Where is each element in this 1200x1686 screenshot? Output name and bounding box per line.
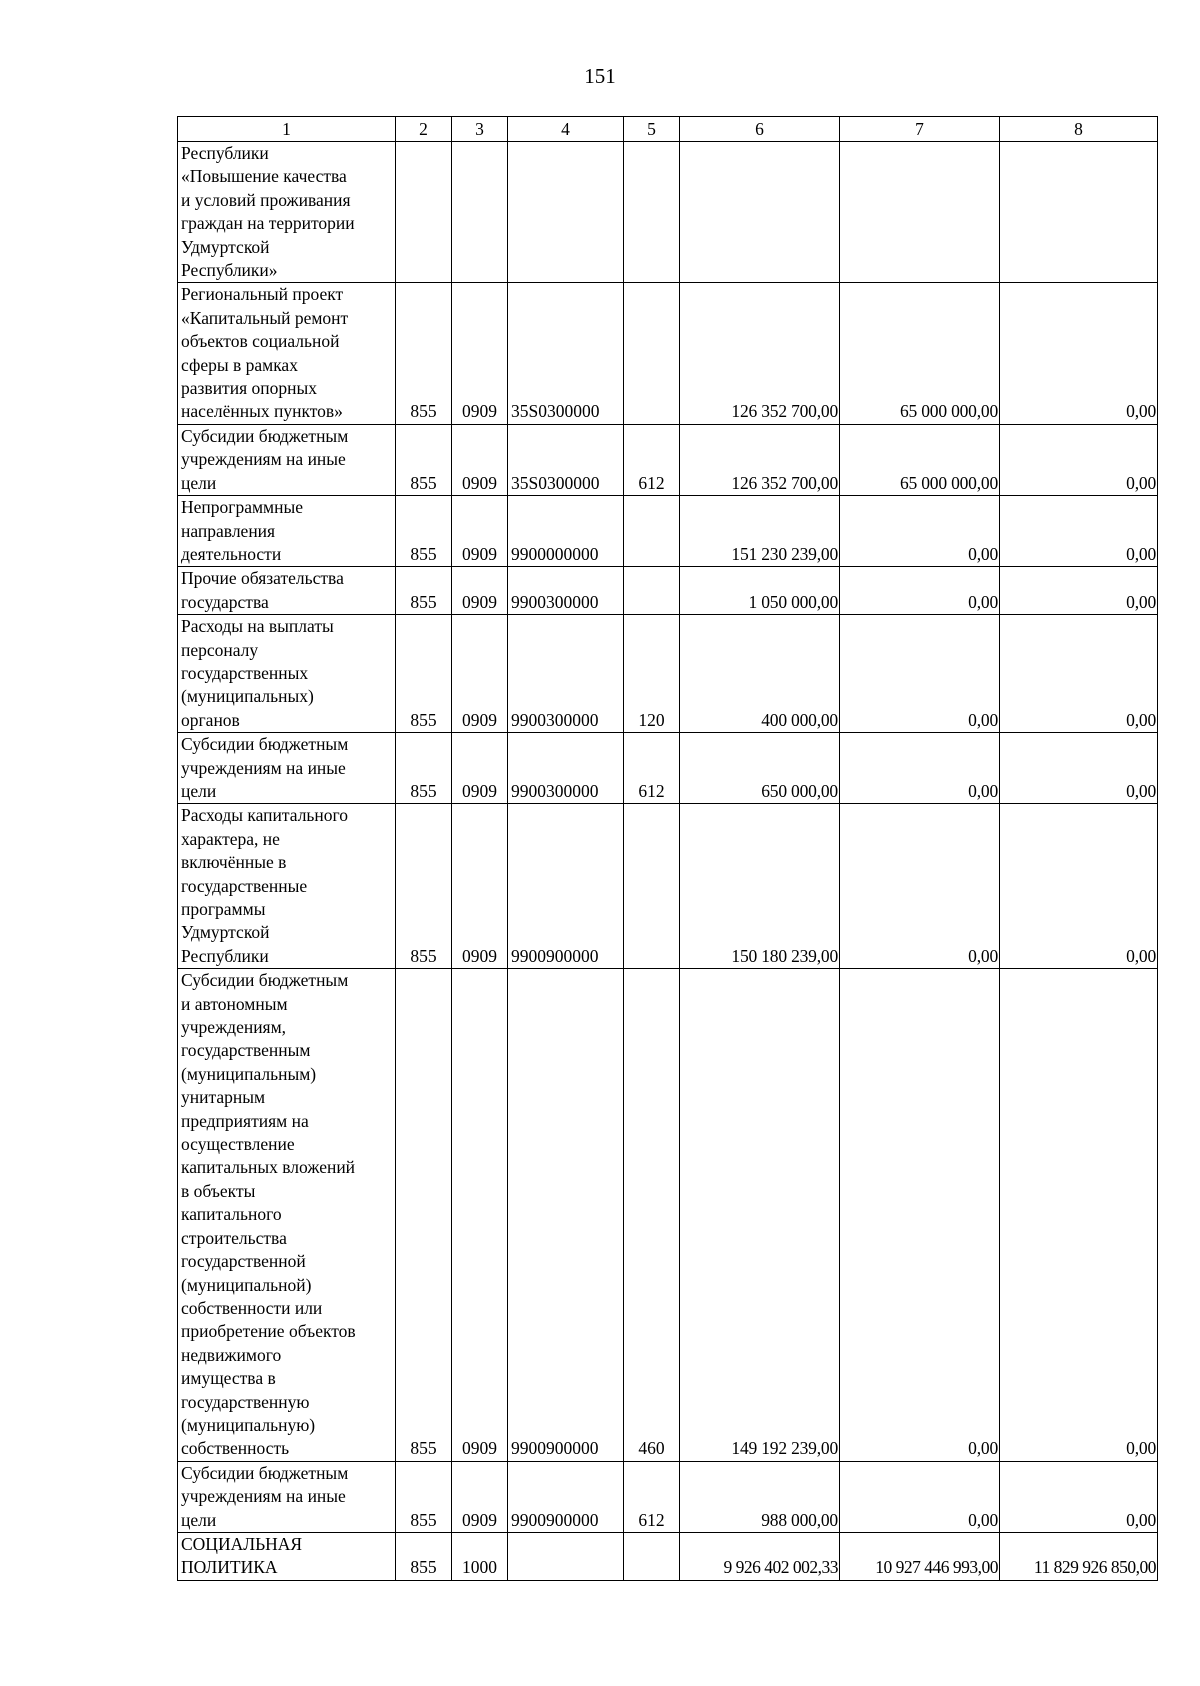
grbs-cell: 855 (396, 615, 452, 733)
table-row (178, 804, 1158, 969)
row-name-cell: Прочие обязательства государства (178, 567, 396, 615)
page-number: 151 (584, 64, 616, 88)
amount-col6-cell (680, 142, 840, 283)
amount-col6-cell: 988 000,00 (680, 1461, 840, 1532)
expense-type-cell (624, 1532, 680, 1580)
amount-col6-cell: 126 352 700,00 (680, 283, 840, 424)
expense-type-cell: 612 (624, 424, 680, 495)
target-article-cell: 9900000000 (508, 496, 624, 567)
section-cell: 0909 (452, 496, 508, 567)
row-name-cell: Расходы на выплаты персоналу государственных (муниципальных) органов (178, 615, 396, 733)
amount-col7-cell: 0,00 (840, 1461, 1000, 1532)
table-row (178, 496, 1158, 567)
grbs-cell: 855 (396, 804, 452, 969)
amount-col8-cell: 0,00 (1000, 496, 1158, 567)
target-article-cell: 9900300000 (508, 733, 624, 804)
amount-col7-cell: 65 000 000,00 (840, 424, 1000, 495)
table-row (178, 1461, 1158, 1532)
expense-type-cell: 612 (624, 1461, 680, 1532)
target-article-cell: 9900300000 (508, 615, 624, 733)
table-row (178, 733, 1158, 804)
row-name-cell: Республики «Повышение качества и условий проживания граждан на территории Удмуртской Республики» (178, 142, 396, 283)
row-name-cell: Региональный проект «Капитальный ремонт объектов социальной сферы в рамках развития опорных населённых пунктов» (178, 283, 396, 424)
expense-type-cell: 120 (624, 615, 680, 733)
expense-type-cell (624, 804, 680, 969)
section-cell: 0909 (452, 804, 508, 969)
grbs-cell: 855 (396, 496, 452, 567)
amount-col7-cell: 65 000 000,00 (840, 283, 1000, 424)
amount-col8-cell: 0,00 (1000, 1461, 1158, 1532)
target-article-cell: 35S0300000 (508, 424, 624, 495)
target-article-cell (508, 1532, 624, 1580)
amount-col7-cell: 0,00 (840, 615, 1000, 733)
budget-table (177, 116, 1158, 1581)
column-header: 1 (178, 117, 396, 142)
row-name-cell: Непрограммные направления деятельности (178, 496, 396, 567)
amount-col7-cell: 0,00 (840, 567, 1000, 615)
table-row (178, 567, 1158, 615)
amount-col6-cell: 150 180 239,00 (680, 804, 840, 969)
amount-col7-cell: 10 927 446 993,00 (840, 1532, 1000, 1580)
amount-col7-cell: 0,00 (840, 496, 1000, 567)
amount-col7-cell: 0,00 (840, 969, 1000, 1462)
target-article-cell: 9900300000 (508, 567, 624, 615)
column-header: 3 (452, 117, 508, 142)
column-header: 7 (840, 117, 1000, 142)
amount-col8-cell: 0,00 (1000, 804, 1158, 969)
expense-type-cell (624, 283, 680, 424)
section-cell: 0909 (452, 969, 508, 1462)
table-row (178, 1532, 1158, 1580)
target-article-cell (508, 142, 624, 283)
target-article-cell: 9900900000 (508, 969, 624, 1462)
row-name-cell: Расходы капитального характера, не включённые в государственные программы Удмуртской Республики (178, 804, 396, 969)
amount-col8-cell: 0,00 (1000, 424, 1158, 495)
table-row (178, 142, 1158, 283)
section-cell: 0909 (452, 733, 508, 804)
amount-col6-cell: 9 926 402 002,33 (680, 1532, 840, 1580)
row-name-cell: Субсидии бюджетным и автономным учреждениям, государственным (муниципальным) унитарным предприятиям на осуществление капитальных вложений в объекты капитального строительства государственной (муниципальной) собственности или приобретение объектов недвижимого имущества в государственную (муниципальную) собственность (178, 969, 396, 1462)
amount-col6-cell: 151 230 239,00 (680, 496, 840, 567)
amount-col7-cell (840, 142, 1000, 283)
column-header: 4 (508, 117, 624, 142)
grbs-cell: 855 (396, 567, 452, 615)
amount-col6-cell: 1 050 000,00 (680, 567, 840, 615)
row-name-cell: Субсидии бюджетным учреждениям на иные цели (178, 733, 396, 804)
amount-col6-cell: 149 192 239,00 (680, 969, 840, 1462)
amount-col8-cell: 0,00 (1000, 615, 1158, 733)
table-row (178, 283, 1158, 424)
grbs-cell: 855 (396, 1532, 452, 1580)
amount-col7-cell: 0,00 (840, 733, 1000, 804)
grbs-cell: 855 (396, 1461, 452, 1532)
expense-type-cell (624, 142, 680, 283)
grbs-cell: 855 (396, 969, 452, 1462)
section-cell (452, 142, 508, 283)
grbs-cell: 855 (396, 283, 452, 424)
expense-type-cell: 460 (624, 969, 680, 1462)
amount-col8-cell: 0,00 (1000, 733, 1158, 804)
grbs-cell: 855 (396, 424, 452, 495)
table-row (178, 615, 1158, 733)
target-article-cell: 9900900000 (508, 804, 624, 969)
section-cell: 0909 (452, 424, 508, 495)
amount-col7-cell: 0,00 (840, 804, 1000, 969)
section-cell: 0909 (452, 283, 508, 424)
table-row (178, 969, 1158, 1462)
expense-type-cell: 612 (624, 733, 680, 804)
amount-col6-cell: 126 352 700,00 (680, 424, 840, 495)
column-header: 6 (680, 117, 840, 142)
column-header: 5 (624, 117, 680, 142)
expense-type-cell (624, 567, 680, 615)
amount-col8-cell: 0,00 (1000, 567, 1158, 615)
column-header: 2 (396, 117, 452, 142)
target-article-cell: 9900900000 (508, 1461, 624, 1532)
column-header: 8 (1000, 117, 1158, 142)
grbs-cell: 855 (396, 733, 452, 804)
amount-col8-cell: 0,00 (1000, 283, 1158, 424)
amount-col8-cell: 0,00 (1000, 969, 1158, 1462)
header-row (178, 117, 1158, 142)
table-row (178, 424, 1158, 495)
amount-col6-cell: 650 000,00 (680, 733, 840, 804)
amount-col8-cell (1000, 142, 1158, 283)
expense-type-cell (624, 496, 680, 567)
amount-col8-cell: 11 829 926 850,00 (1000, 1532, 1158, 1580)
amount-col6-cell: 400 000,00 (680, 615, 840, 733)
row-name-cell: Субсидии бюджетным учреждениям на иные цели (178, 424, 396, 495)
section-cell: 0909 (452, 567, 508, 615)
section-cell: 0909 (452, 615, 508, 733)
section-cell: 0909 (452, 1461, 508, 1532)
target-article-cell: 35S0300000 (508, 283, 624, 424)
grbs-cell (396, 142, 452, 283)
row-name-cell: СОЦИАЛЬНАЯ ПОЛИТИКА (178, 1532, 396, 1580)
section-cell: 1000 (452, 1532, 508, 1580)
row-name-cell: Субсидии бюджетным учреждениям на иные цели (178, 1461, 396, 1532)
